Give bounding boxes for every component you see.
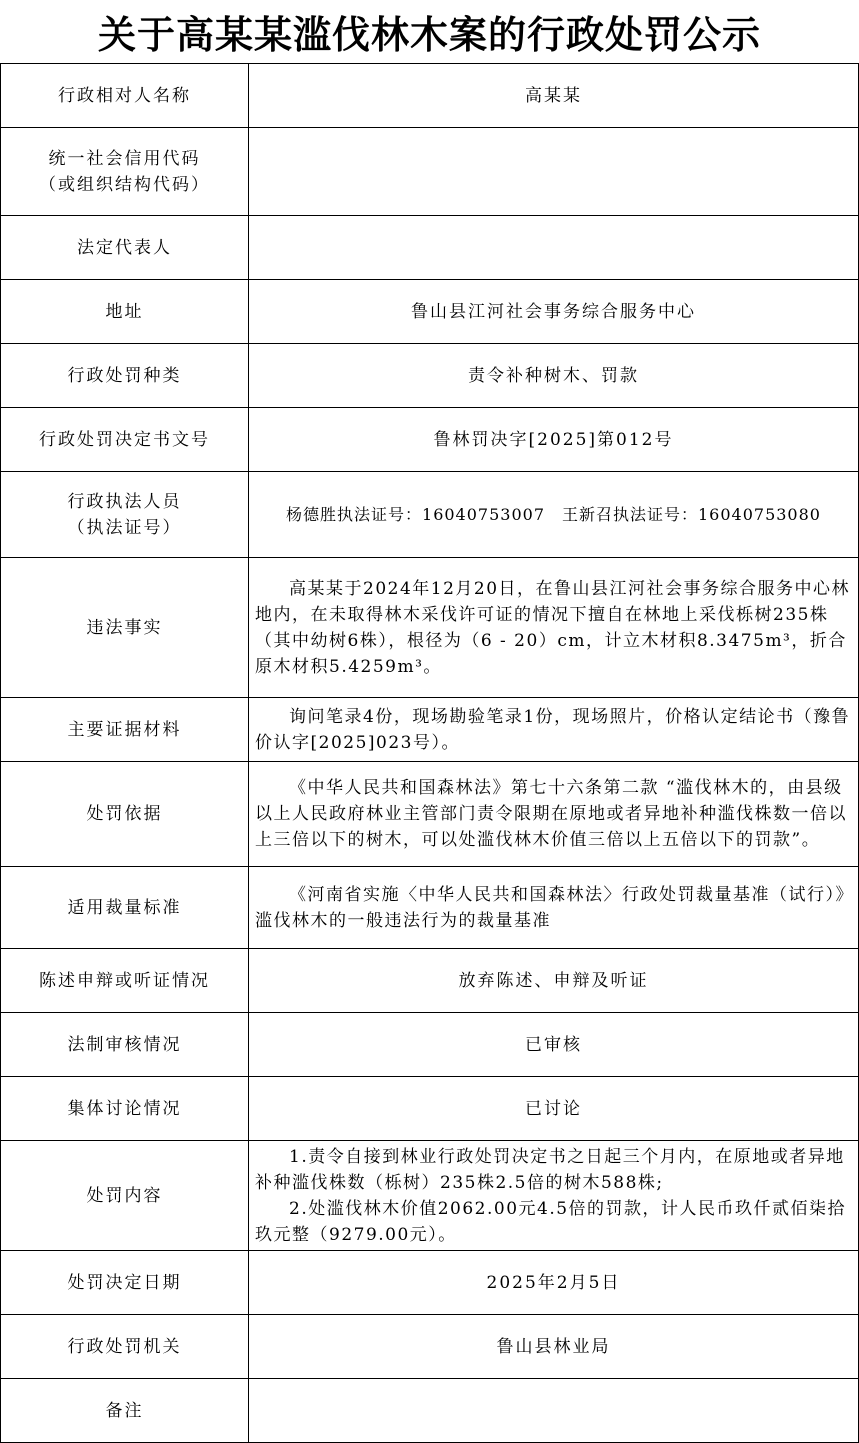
- row-value: 鲁山县江河社会事务综合服务中心: [249, 280, 859, 344]
- row-label: 行政处罚决定书文号: [1, 408, 249, 472]
- table-row: [1, 408, 859, 472]
- row-label: 主要证据材料: [1, 698, 249, 762]
- table-row: [1, 280, 859, 344]
- row-label: 集体讨论情况: [1, 1077, 249, 1141]
- table-row: [1, 128, 859, 216]
- row-value: [249, 1379, 859, 1443]
- row-value: 责令补种树木、罚款: [249, 344, 859, 408]
- row-label: 法制审核情况: [1, 1013, 249, 1077]
- row-value: 《河南省实施〈中华人民共和国森林法〉行政处罚裁量基准（试行）》滥伐林木的一般违法行为的裁量基准: [249, 867, 859, 949]
- table-row: [1, 867, 859, 949]
- penalty-info-table: [0, 63, 859, 1443]
- row-label: 备注: [1, 1379, 249, 1443]
- row-value: 鲁林罚决字[2025]第012号: [249, 408, 859, 472]
- row-value: [249, 128, 859, 216]
- page-title: 关于高某某滥伐林木案的行政处罚公示: [97, 12, 761, 57]
- table-row: [1, 1141, 859, 1251]
- row-label: 行政处罚机关: [1, 1315, 249, 1379]
- table-row: [1, 1315, 859, 1379]
- row-label: 处罚依据: [1, 762, 249, 867]
- table-row: [1, 344, 859, 408]
- table-row: [1, 472, 859, 558]
- row-label: 处罚内容: [1, 1141, 249, 1251]
- table-row: [1, 1013, 859, 1077]
- table-row: [1, 698, 859, 762]
- table-row: [1, 64, 859, 128]
- row-value: 1.责令自接到林业行政处罚决定书之日起三个月内，在原地或者异地补种滥伐株数（栎树）235株2.5倍的树木588株; 2.处滥伐林木价值2062.00元4.5倍的罚款，计人民币玖仟贰佰柒拾玖元整（9279.00元）。: [249, 1141, 859, 1251]
- row-label: 行政相对人名称: [1, 64, 249, 128]
- table-row: [1, 1379, 859, 1443]
- row-label: 违法事实: [1, 558, 249, 698]
- row-label: 行政执法人员 （执法证号）: [1, 472, 249, 558]
- row-value: 2025年2月5日: [249, 1251, 859, 1315]
- row-value: 《中华人民共和国森林法》第七十六条第二款 “滥伐林木的，由县级以上人民政府林业主管部门责令限期在原地或者异地补种滥伐株数一倍以上三倍以下的树木，可以处滥伐林木价值三倍以上五倍以下的罚款”。: [249, 762, 859, 867]
- row-value: 询问笔录4份，现场勘验笔录1份，现场照片，价格认定结论书（豫鲁价认字[2025]023号）。: [249, 698, 859, 762]
- row-value: 已审核: [249, 1013, 859, 1077]
- row-value: 鲁山县林业局: [249, 1315, 859, 1379]
- row-label: 处罚决定日期: [1, 1251, 249, 1315]
- table-row: [1, 1251, 859, 1315]
- table-row: [1, 949, 859, 1013]
- table-row: [1, 558, 859, 698]
- row-value: 放弃陈述、申辩及听证: [249, 949, 859, 1013]
- row-value: 高某某于2024年12月20日，在鲁山县江河社会事务综合服务中心林地内，在未取得林木采伐许可证的情况下擅自在林地上采伐栎树235株（其中幼树6株），根径为（6 - 20）cm，计立木材积8.3475m³，折合原木材积5.4259m³。: [249, 558, 859, 698]
- row-label: 适用裁量标准: [1, 867, 249, 949]
- row-value: 高某某: [249, 64, 859, 128]
- row-label: 统一社会信用代码 （或组织结构代码）: [1, 128, 249, 216]
- table-row: [1, 1077, 859, 1141]
- row-label: 地址: [1, 280, 249, 344]
- row-label: 行政处罚种类: [1, 344, 249, 408]
- row-label: 法定代表人: [1, 216, 249, 280]
- row-value: 已讨论: [249, 1077, 859, 1141]
- row-label: 陈述申辩或听证情况: [1, 949, 249, 1013]
- row-value: [249, 216, 859, 280]
- table-row: [1, 216, 859, 280]
- row-value: 杨德胜执法证号：16040753007 王新召执法证号：16040753080: [249, 472, 859, 558]
- table-row: [1, 762, 859, 867]
